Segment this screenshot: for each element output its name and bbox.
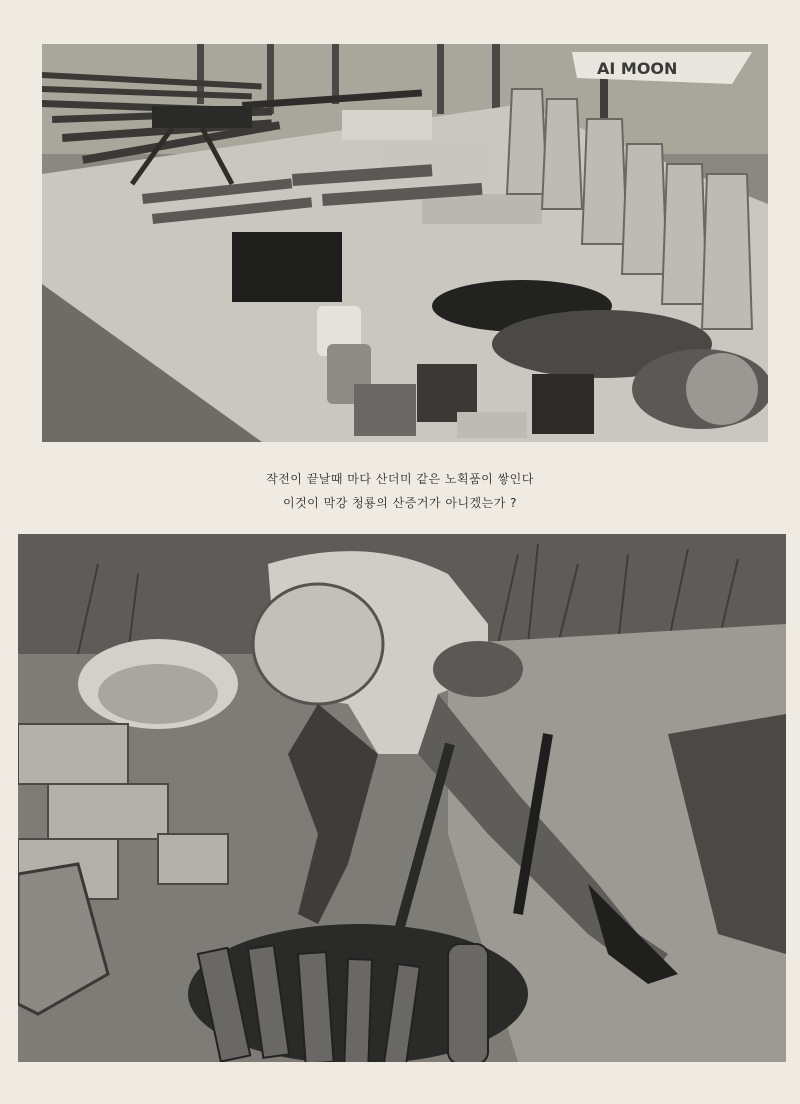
soldier-digging-scene <box>18 534 786 1062</box>
captured-weapons-photo <box>42 44 768 442</box>
banner-text: AI MOON <box>597 59 678 78</box>
soldier-digging-photo <box>18 534 786 1062</box>
captured-weapons-scene <box>42 44 768 442</box>
caption-line-1: 작전이 끝날때 마다 산더미 같은 노획품이 쌓인다 <box>266 472 534 486</box>
caption-line-2: 이것이 막강 청룡의 산증거가 아니겠는가 ? <box>282 496 517 510</box>
